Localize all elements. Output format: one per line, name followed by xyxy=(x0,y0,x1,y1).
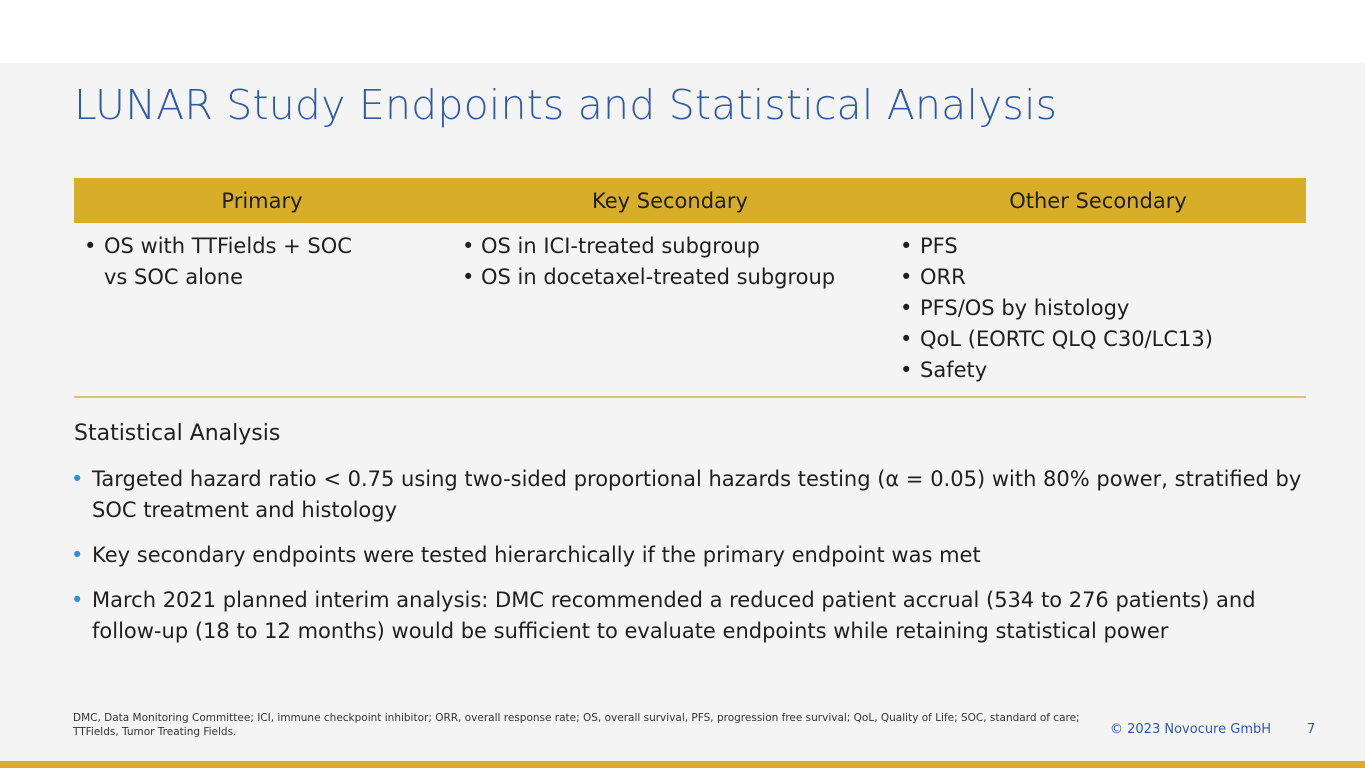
bullet-glyph: • xyxy=(900,265,913,289)
list-item xyxy=(450,231,890,262)
bullet-glyph: • xyxy=(462,234,475,258)
top-band xyxy=(0,0,1365,63)
primary-column xyxy=(74,231,450,389)
key-secondary-item: OS in ICI-treated subgroup xyxy=(481,234,760,258)
primary-endpoint-text: OS with TTFields + SOC vs SOC alone xyxy=(104,234,352,289)
list-item xyxy=(890,324,1306,355)
bottom-accent-bar xyxy=(0,761,1365,768)
list-item xyxy=(890,355,1306,386)
bullet-glyph: • xyxy=(71,467,84,491)
key-secondary-item: OS in docetaxel-treated subgroup xyxy=(481,265,836,289)
bullet-glyph: • xyxy=(900,358,913,382)
list-item xyxy=(450,262,890,293)
table-body-row xyxy=(74,223,1306,389)
other-secondary-item: ORR xyxy=(920,265,966,289)
bullet-glyph: • xyxy=(900,327,913,351)
endpoints-table xyxy=(74,178,1306,389)
list-item xyxy=(74,231,450,293)
key-secondary-column xyxy=(450,231,890,389)
list-item xyxy=(890,293,1306,324)
statistical-analysis-heading: Statistical Analysis xyxy=(74,421,281,446)
bullet-glyph: • xyxy=(71,543,84,567)
bullet-glyph: • xyxy=(71,588,84,612)
statistical-bullet-text: Targeted hazard ratio < 0.75 using two-sided proportional hazards testing (α = 0.05) with 80% power, stratified by SOC treatment and histology xyxy=(92,467,1302,522)
bullet-glyph: • xyxy=(462,265,475,289)
list-item xyxy=(71,585,1306,647)
list-item xyxy=(890,262,1306,293)
bullet-glyph: • xyxy=(900,296,913,320)
abbreviations-footnote: DMC, Data Monitoring Committee; ICI, immune checkpoint inhibitor; ORR, overall response rate; OS, overall survival, PFS, progression free survival; QoL, Quality of Life; SOC, standard of care; TTFields, Tumor Treating Fields. xyxy=(73,712,1080,738)
list-item xyxy=(71,540,1306,571)
other-secondary-item: QoL (EORTC QLQ C30/LC13) xyxy=(920,327,1213,351)
header-other-secondary: Other Secondary xyxy=(1009,188,1187,213)
list-item xyxy=(890,231,1306,262)
page-number: 7 xyxy=(1307,722,1316,737)
list-item xyxy=(71,464,1306,526)
bullet-glyph: • xyxy=(900,234,913,258)
other-secondary-item: Safety xyxy=(920,358,988,382)
bullet-glyph: • xyxy=(84,234,97,258)
other-secondary-column xyxy=(890,231,1306,389)
other-secondary-item: PFS/OS by histology xyxy=(920,296,1130,320)
statistical-analysis-list xyxy=(71,464,1306,661)
table-header-row xyxy=(74,178,1306,223)
table-bottom-rule xyxy=(74,396,1306,398)
header-primary: Primary xyxy=(221,188,303,213)
header-key-secondary: Key Secondary xyxy=(592,188,748,213)
other-secondary-item: PFS xyxy=(920,234,958,258)
statistical-bullet-text: March 2021 planned interim analysis: DMC recommended a reduced patient accrual (534 to 276 patients) and follow-up (18 to 12 months) would be sufficient to evaluate endpoints while retaining statistical power xyxy=(92,588,1256,643)
statistical-bullet-text: Key secondary endpoints were tested hierarchically if the primary endpoint was met xyxy=(92,543,981,567)
copyright: © 2023 Novocure GmbH xyxy=(1110,722,1272,737)
slide-title: LUNAR Study Endpoints and Statistical Analysis xyxy=(74,81,1058,129)
